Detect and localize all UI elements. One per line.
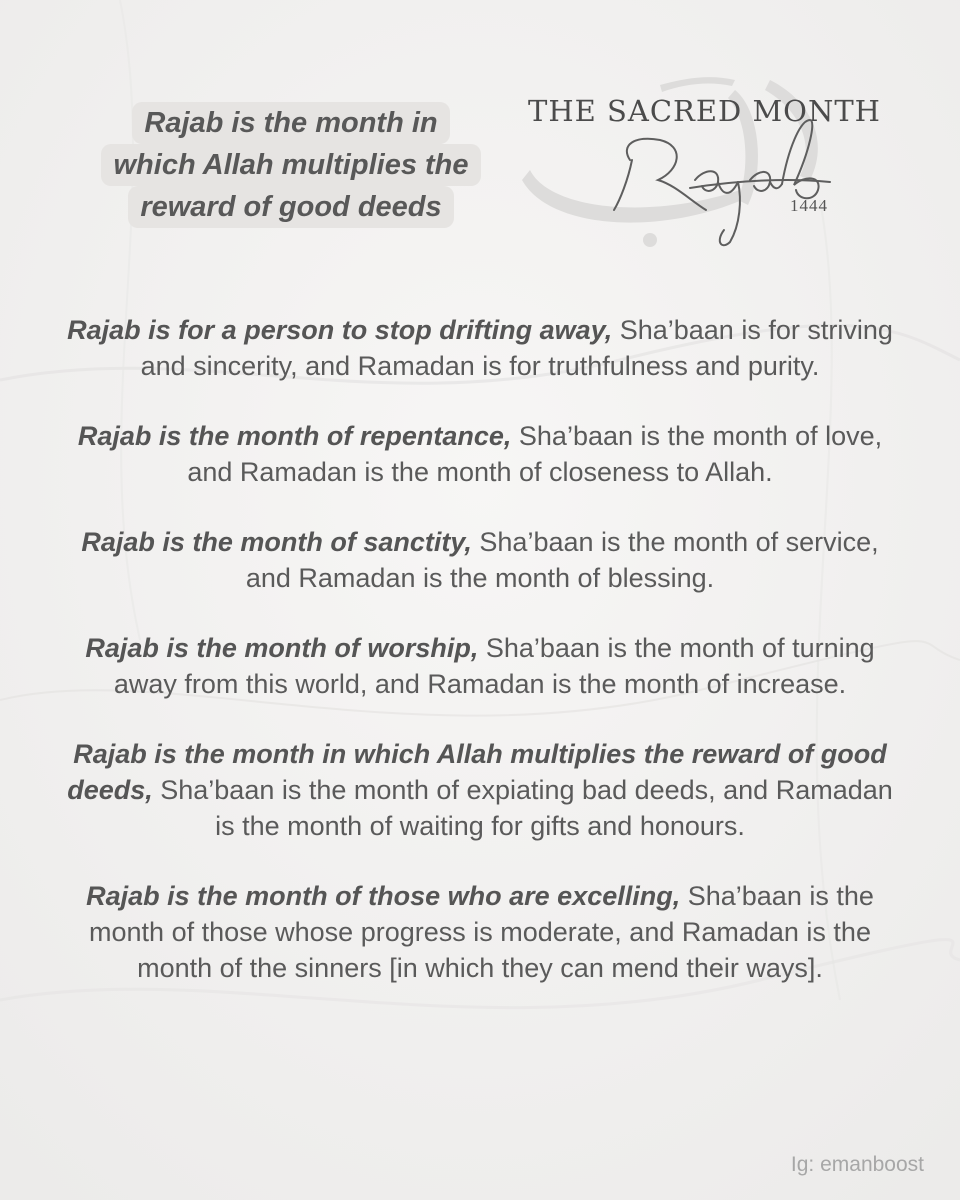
- header-quote: [96, 102, 486, 228]
- sacred-month-logo: [510, 50, 910, 250]
- paragraph-text: Sha’baan is the month of service, and Ramadan is the month of blessing.: [245, 527, 879, 593]
- paragraph-text: Sha’baan is the month of those whose progress is moderate, and Ramadan is the month of the sinners [in which they can mend their ways].: [89, 881, 874, 983]
- paragraph-text: Sha’baan is the month of expiating bad deeds, and Ramadan is the month of waiting for gifts and honours.: [152, 775, 893, 841]
- paragraph: [60, 312, 900, 384]
- header-quote-line: Rajab is the month in: [132, 102, 449, 144]
- paragraph: [60, 630, 900, 702]
- paragraph-emphasis: Rajab is the month of worship,: [85, 633, 479, 663]
- paragraph: [60, 524, 900, 596]
- paragraph-emphasis: Rajab is the month of those who are excelling,: [86, 881, 681, 911]
- paragraph-emphasis: Rajab is the month of repentance,: [77, 421, 512, 451]
- paragraph: [60, 878, 900, 986]
- rajab-script-logo: [510, 50, 910, 250]
- logo-year: 1444: [790, 196, 828, 215]
- paragraph-text: Sha’baan is the month of love, and Ramadan is the month of closeness to Allah.: [187, 421, 883, 487]
- paragraph-emphasis: Rajab is the month of sanctity,: [81, 527, 472, 557]
- paragraph-text: Sha’baan is for striving and sincerity, and Ramadan is for truthfulness and purity.: [140, 315, 893, 381]
- header-quote-line: reward of good deeds: [128, 186, 453, 228]
- paragraph-text: Sha’baan is the month of turning away from this world, and Ramadan is the month of increase.: [113, 633, 875, 699]
- header-quote-line: which Allah multiplies the: [101, 144, 480, 186]
- content: [60, 312, 900, 1020]
- logo-title: THE SACRED MONTH: [528, 94, 881, 128]
- paragraph-emphasis: Rajab is the month in which Allah multiplies the reward of good deeds,: [67, 739, 887, 805]
- paragraph: [60, 418, 900, 490]
- paragraph-emphasis: Rajab is for a person to stop drifting away,: [67, 315, 613, 345]
- instagram-credit: Ig: emanboost: [790, 1153, 924, 1176]
- paragraph: [60, 736, 900, 844]
